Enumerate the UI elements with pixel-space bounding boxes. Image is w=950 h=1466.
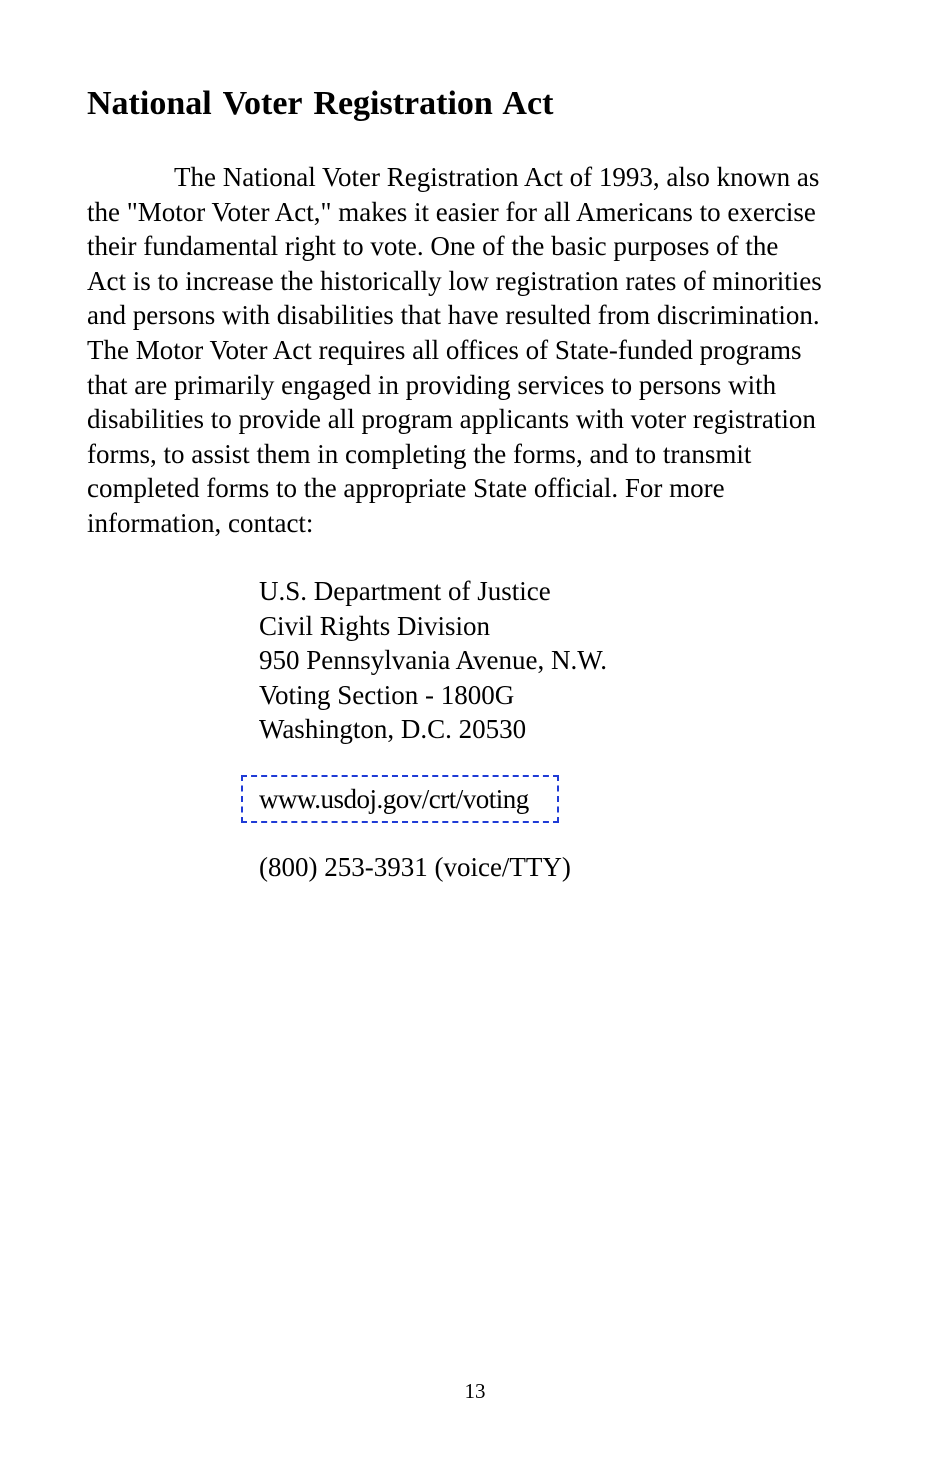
paragraph-line: The National Voter Registration Act of 1993, also known as	[174, 162, 820, 192]
address-line-division: Civil Rights Division	[259, 610, 491, 641]
paragraph-line: their fundamental right to vote. One of the basic purposes of the	[87, 231, 779, 262]
paragraph-line: information, contact:	[87, 507, 314, 538]
address-line-department: U.S. Department of Justice	[259, 576, 551, 606]
body-paragraph	[87, 160, 862, 541]
paragraph-line: Act is to increase the historically low registration rates of minorities	[87, 265, 822, 296]
address-line-city: Washington, D.C. 20530	[259, 714, 527, 745]
paragraph-line: forms, to assist them in completing the forms, and to transmit	[87, 438, 752, 469]
contact-address	[259, 574, 607, 747]
paragraph-line: the "Motor Voter Act," makes it easier for all Americans to exercise	[87, 196, 816, 227]
paragraph-line: completed forms to the appropriate State official. For more	[87, 473, 725, 504]
paragraph-line: that are primarily engaged in providing services to persons with	[87, 369, 777, 400]
paragraph-line: and persons with disabilities that have resulted from discrimination.	[87, 300, 820, 331]
phone-number: (800) 253-3931 (voice/TTY)	[259, 852, 571, 882]
paragraph-line: disabilities to provide all program applicants with voter registration	[87, 404, 816, 435]
page-number: 13	[464, 1379, 486, 1403]
website-link[interactable]: www.usdoj.gov/crt/voting	[241, 775, 559, 823]
address-line-section: Voting Section - 1800G	[259, 679, 515, 710]
paragraph-line: The Motor Voter Act requires all offices of State-funded programs	[87, 334, 802, 365]
address-line-street: 950 Pennsylvania Avenue, N.W.	[259, 645, 607, 676]
page-title: National Voter Registration Act	[87, 85, 554, 122]
